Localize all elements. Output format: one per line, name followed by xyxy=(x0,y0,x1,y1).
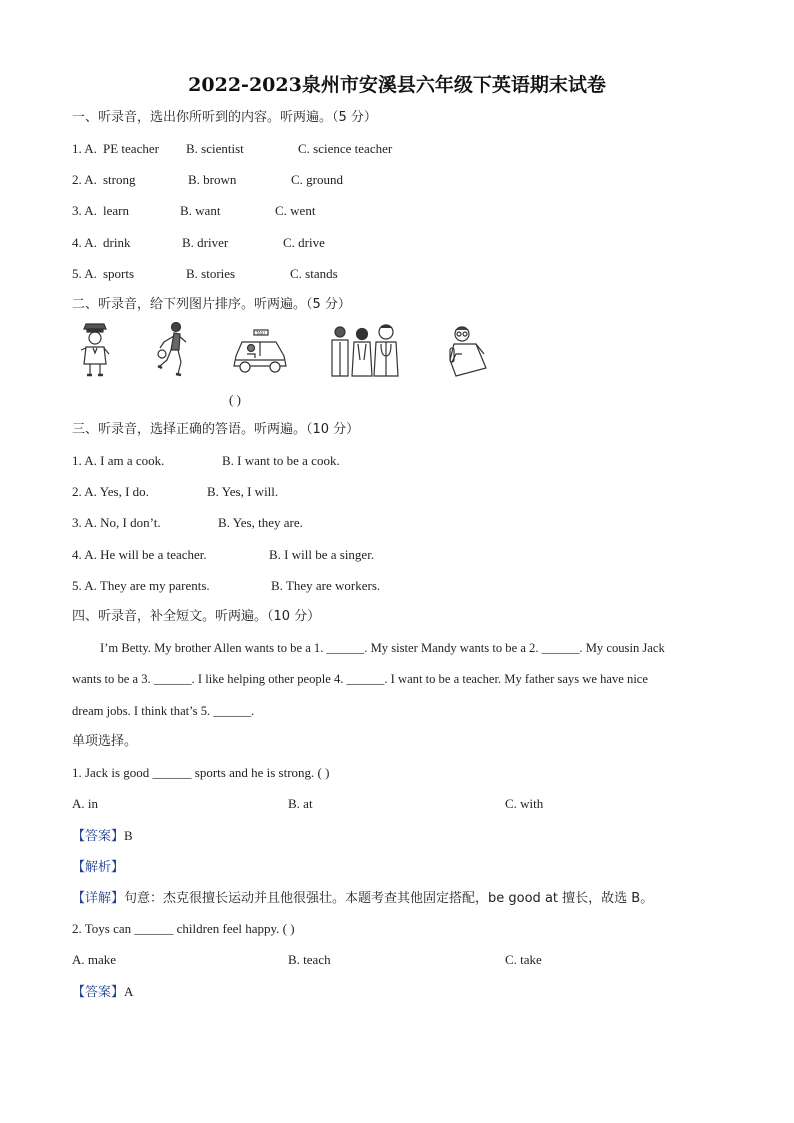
option-b: B. They are workers. xyxy=(271,578,381,593)
section4-heading: 四、听录音，补全短文。听两遍。（10 分） xyxy=(72,609,321,624)
q1-option-b: B. at xyxy=(288,796,313,811)
option-b: B. Yes, I will. xyxy=(207,484,279,499)
option-b: B. Yes, they are. xyxy=(218,515,303,530)
option-b: B. want xyxy=(180,203,221,218)
q2-answer: A xyxy=(124,984,134,999)
option-c: C. science teacher xyxy=(298,141,393,156)
option-a: strong xyxy=(103,172,136,187)
answer-parentheses: ( ) xyxy=(229,392,241,407)
q1-option-a: A. in xyxy=(72,796,98,811)
option-a: learn xyxy=(103,203,129,218)
q1-answer-row xyxy=(72,827,133,846)
answer-tag: 【答案】 xyxy=(72,829,125,844)
option-b: B. I want to be a cook. xyxy=(222,453,340,468)
option-b: B. driver xyxy=(182,235,229,250)
taxi-icon xyxy=(230,320,290,380)
exam-title: 2022-2023泉州市安溪县六年级下英语期末试卷 xyxy=(188,74,606,96)
q2-option-a: A. make xyxy=(72,952,117,967)
option-c: C. drive xyxy=(283,235,325,250)
option-a: PE teacher xyxy=(103,141,159,156)
basketball-player-icon xyxy=(154,320,194,380)
q1-detail-row xyxy=(72,889,653,908)
q1-detail: 句意：杰克很擅长运动并且他很强壮。本题考查其他固定搭配，be good at 擅长，故选 B。 xyxy=(124,891,654,906)
item-number: 3. A. xyxy=(72,203,97,218)
option-a: 3. A. No, I don’t. xyxy=(72,515,161,530)
q1-analysis-row xyxy=(72,858,124,877)
option-c: C. stands xyxy=(290,266,338,281)
passage-line-3: dream jobs. I think that’s 5. ______. xyxy=(72,704,255,718)
option-a: 1. A. I am a cook. xyxy=(72,453,165,468)
option-b: B. scientist xyxy=(186,141,244,156)
q2-option-c: C. take xyxy=(505,952,542,967)
section1-heading: 一、听录音，选出你所听到的内容。听两遍。（5 分） xyxy=(72,110,377,125)
q2-option-b: B. teach xyxy=(288,952,331,967)
option-c: C. ground xyxy=(291,172,343,187)
passage-line-2: wants to be a 3. ______. I like helping other people 4. ______. I want to be a teacher. My father says we have nice xyxy=(72,672,648,686)
section5-heading: 单项选择。 xyxy=(72,734,138,749)
option-a: 5. A. They are my parents. xyxy=(72,578,210,593)
option-c: C. went xyxy=(275,203,316,218)
question-1: 1. Jack is good ______ sports and he is strong. ( ) xyxy=(72,765,330,780)
option-a: 2. A. Yes, I do. xyxy=(72,484,149,499)
item-number: 5. A. xyxy=(72,266,97,281)
q1-answer: B xyxy=(124,828,133,843)
answer-tag: 【答案】 xyxy=(72,985,125,1000)
section2-heading: 二、听录音，给下列图片排序。听两遍。（5 分） xyxy=(72,297,351,312)
item-number: 1. A. xyxy=(72,141,97,156)
svg-text:TAXI: TAXI xyxy=(256,330,265,336)
police-officer-icon xyxy=(78,320,112,380)
option-a: 4. A. He will be a teacher. xyxy=(72,547,207,562)
detail-tag: 【详解】 xyxy=(72,891,125,906)
option-b: B. brown xyxy=(188,172,237,187)
picture-row xyxy=(72,320,502,384)
doctors-icon xyxy=(326,320,406,380)
q2-answer-row xyxy=(72,983,133,1002)
option-b: B. stories xyxy=(186,266,236,281)
question-2: 2. Toys can ______ children feel happy. ( ) xyxy=(72,921,295,936)
section3-heading: 三、听录音，选择正确的答语。听两遍。（10 分） xyxy=(72,422,360,437)
passage-line-1: I’m Betty. My brother Allen wants to be a 1. ______. My sister Mandy wants to be a 2. ______. My cousin Jack xyxy=(100,641,665,655)
option-a: sports xyxy=(103,266,135,281)
option-a: drink xyxy=(103,235,131,250)
option-b: B. I will be a singer. xyxy=(269,547,375,562)
item-number: 4. A. xyxy=(72,235,97,250)
scientist-icon xyxy=(446,320,492,380)
q1-option-c: C. with xyxy=(505,796,544,811)
analysis-tag: 【解析】 xyxy=(72,860,125,875)
item-number: 2. A. xyxy=(72,172,97,187)
